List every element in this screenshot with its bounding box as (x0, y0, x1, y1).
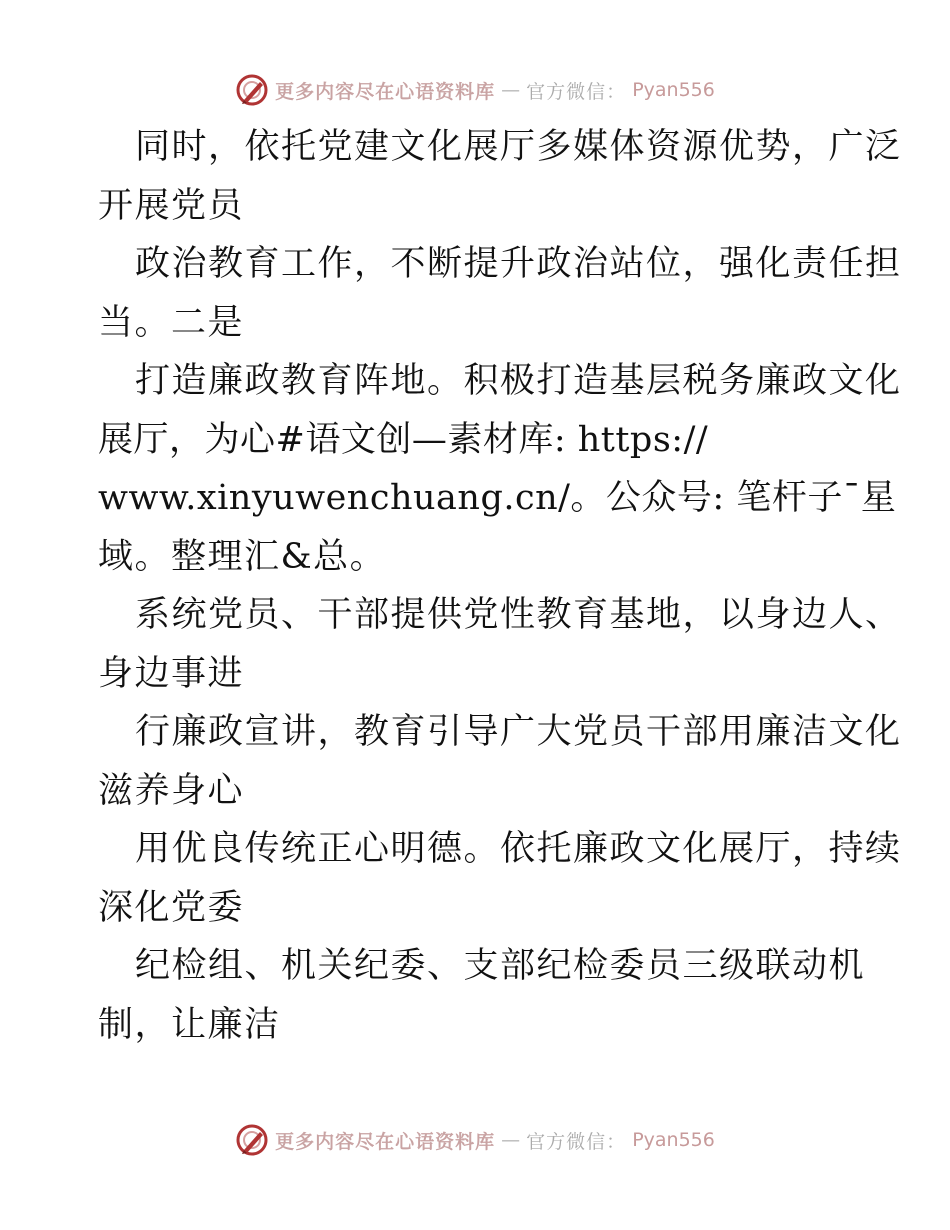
body-line: 同时，依托党建文化展厅多媒体资源优势，广泛 (135, 127, 902, 167)
watermark-main-text: 更多内容尽在心语资料库 (275, 80, 496, 103)
watermark-dash: — (501, 1129, 521, 1151)
body-line: 开展党员 (98, 185, 245, 226)
watermark-wechat-label: 官方微信： (526, 1130, 627, 1153)
body-line: 行廉政宣讲，教育引导广大党员干部用廉洁文化 (135, 712, 902, 752)
watermark-dash: — (501, 79, 521, 101)
body-line: 当。二是 (98, 302, 245, 343)
body-line: 展厅，为心#语文创—素材库: https:// (98, 419, 709, 460)
pen-logo-icon (235, 73, 269, 107)
body-line: 纪检组、机关纪委、支部纪检委员三级联动机 (135, 946, 866, 986)
body-line: 用优良传统正心明德。依托廉政文化展厅，持续 (135, 829, 902, 869)
watermark-footer (0, 1120, 950, 1160)
body-line: 域。整理汇&总。 (98, 536, 387, 577)
body-line: www.xinyuwenchuang.cn/。公众号: 笔杆子¯星 (98, 478, 897, 518)
body-line: 政治教育工作，不断提升政治站位，强化责任担 (135, 244, 902, 284)
body-line: 身边事进 (98, 653, 245, 694)
body-line: 深化党委 (98, 887, 245, 928)
watermark-wechat-id: Pyan556 (632, 1129, 715, 1151)
body-line: 打造廉政教育阵地。积极打造基层税务廉政文化 (135, 361, 902, 401)
body-line: 系统党员、干部提供党性教育基地，以身边人、 (135, 595, 902, 635)
body-line: 制，让廉洁 (98, 1004, 281, 1045)
watermark-main-text: 更多内容尽在心语资料库 (275, 1130, 496, 1153)
body-line: 滋养身心 (98, 770, 245, 811)
watermark-wechat-id: Pyan556 (632, 79, 715, 101)
watermark-wechat-label: 官方微信： (526, 80, 627, 103)
document-body (98, 118, 902, 1054)
pen-logo-icon (235, 1123, 269, 1157)
watermark-header (0, 70, 950, 110)
